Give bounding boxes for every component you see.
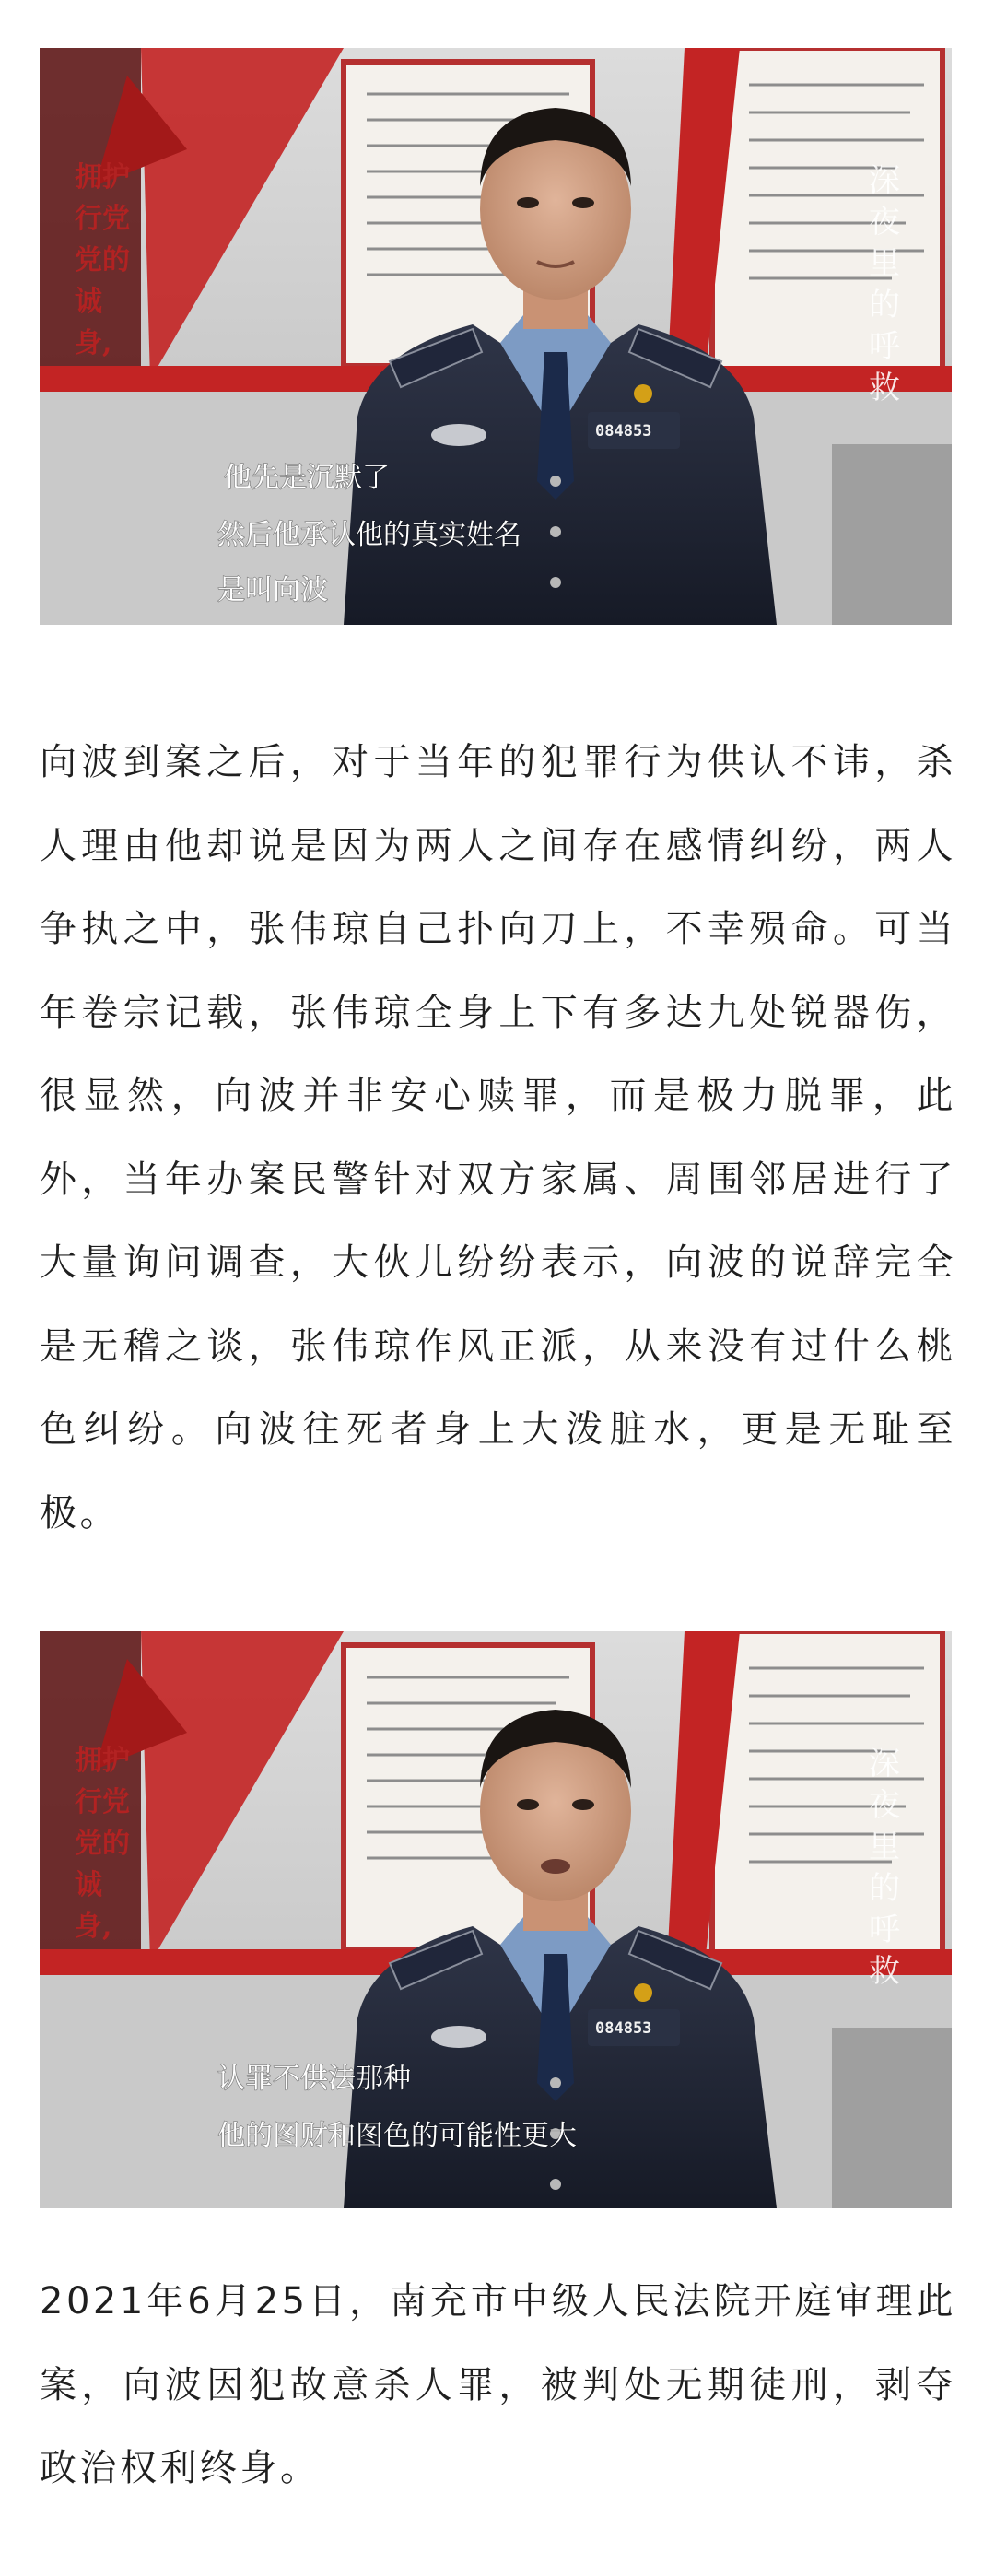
slogan-line: 身,	[75, 327, 112, 359]
title-char: 呼	[869, 1911, 900, 1948]
subtitle-line: 他的图财和图色的可能性更大	[217, 2120, 577, 2152]
interview-frame-1	[40, 48, 952, 625]
title-char: 呼	[869, 328, 900, 365]
title-char: 深	[869, 162, 900, 199]
video-still-1	[40, 48, 952, 625]
subtitle-line: 认罪不供法那种	[217, 2063, 411, 2095]
slogan-line: 拥护	[75, 161, 130, 194]
subtitle-line: 然后他承认他的真实姓名	[217, 519, 521, 551]
article-paragraph: 向波到案之后，对于当年的犯罪行为供认不讳，杀人理由他却说是因为两人之间存在感情纠纷，两人争执之中，张伟琼自己扑向刀上，不幸殒命。可当年卷宗记载，张伟琼全身上下有多达九处锐器伤，很显然，向波并非安心赎罪，而是极力脱罪，此外，当年办案民警针对双方家属、周围邻居进行了大量询问调查，大伙儿纷纷表示，向波的说辞完全是无稽之谈，张伟琼作风正派，从来没有过什么桃色纠纷。向波往死者身上大泼脏水，更是无耻至极。	[40, 741, 956, 1535]
subtitle-line: 他先是沉默了	[224, 462, 390, 494]
slogan-line: 党的	[75, 244, 130, 276]
title-char: 救	[869, 1953, 900, 1990]
badge-number: 084853	[595, 2019, 652, 2038]
title-char: 救	[869, 370, 900, 406]
title-char: 夜	[869, 1787, 900, 1824]
slogan-line: 行党	[75, 203, 130, 235]
title-char: 里	[869, 245, 900, 282]
interview-frame-2	[40, 1631, 952, 2208]
subtitle-line: 是叫向波	[217, 574, 328, 606]
title-char: 深	[869, 1746, 900, 1782]
video-still-2	[40, 1631, 952, 2208]
title-char: 夜	[869, 204, 900, 241]
slogan-line: 诚	[75, 286, 102, 318]
slogan-line: 拥护	[75, 1745, 130, 1777]
title-char: 的	[869, 1870, 900, 1907]
badge-number: 084853	[595, 422, 652, 441]
slogan-line: 行党	[75, 1786, 130, 1818]
title-char: 里	[869, 1829, 900, 1865]
slogan-line: 身,	[75, 1911, 112, 1943]
slogan-line: 诚	[75, 1869, 102, 1901]
slogan-line: 党的	[75, 1828, 130, 1860]
title-char: 的	[869, 287, 900, 323]
article-paragraph: 2021年6月25日，南充市中级人民法院开庭审理此案，向波因犯故意杀人罪，被判处无期徒刑，剥夺政治权利终身。	[40, 2280, 956, 2489]
